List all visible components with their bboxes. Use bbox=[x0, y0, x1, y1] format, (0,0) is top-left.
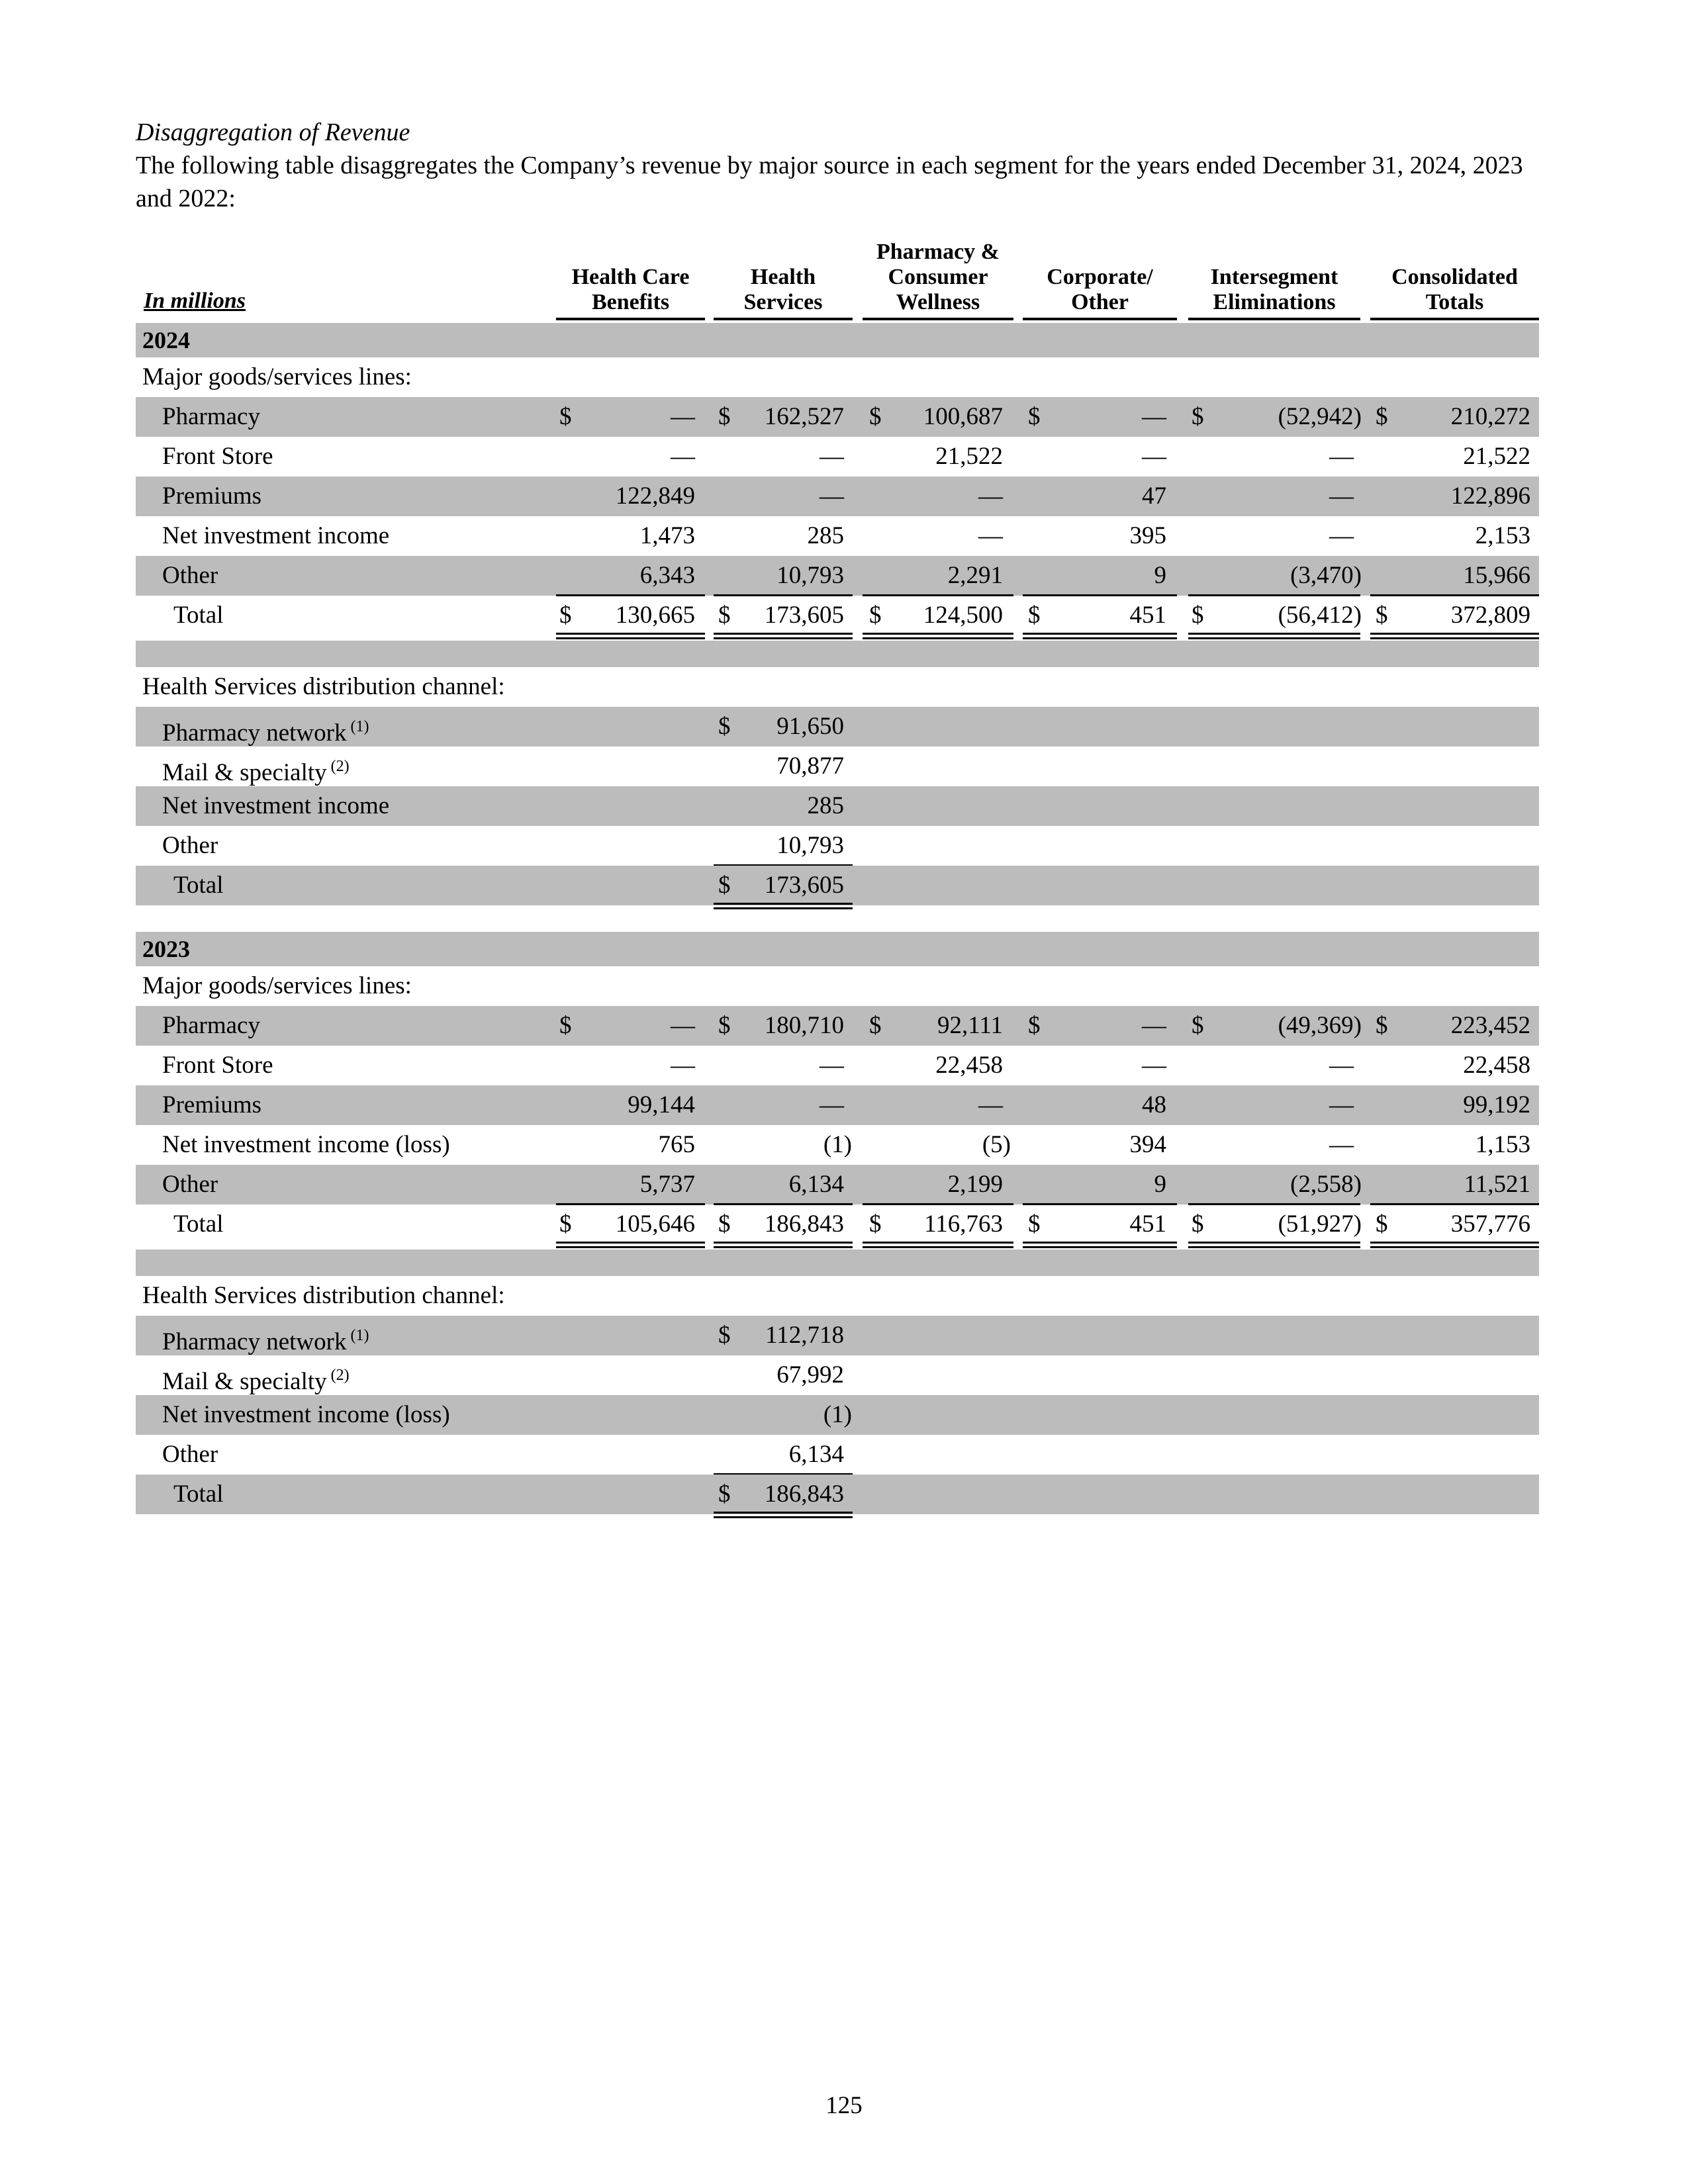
row-net-investment-income-value: 285 bbox=[807, 522, 844, 549]
row-total-dollar-sign: $ bbox=[1028, 602, 1041, 629]
row-front-store-value: — bbox=[820, 1052, 844, 1079]
hs-row-pharmacy-network-text: Pharmacy network bbox=[162, 719, 347, 747]
hs-row-pharmacy-network-dollar-sign: $ bbox=[718, 713, 731, 740]
row-pharmacy-label: Pharmacy bbox=[162, 403, 260, 430]
row-pharmacy-dollar-sign: $ bbox=[718, 403, 731, 430]
total-double-rule bbox=[863, 633, 1013, 639]
column-header-consolidated-totals: Consolidated Totals bbox=[1370, 265, 1539, 320]
row-pharmacy-dollar-sign: $ bbox=[559, 1012, 572, 1039]
row-premiums-label: Premiums bbox=[162, 1091, 262, 1118]
row-pharmacy-dollar-sign: $ bbox=[1192, 1012, 1204, 1039]
row-pharmacy-value: — bbox=[671, 1012, 695, 1039]
row-total-dollar-sign: $ bbox=[1192, 1210, 1204, 1238]
row-front-store-value: — bbox=[1329, 1052, 1354, 1079]
row-net-investment-income-value: 2,153 bbox=[1475, 522, 1530, 549]
row-premiums-value: 122,849 bbox=[615, 482, 695, 510]
row-net-investment-income-value: — bbox=[1329, 522, 1354, 549]
hs-row-net-investment-income-label bbox=[162, 786, 389, 826]
row-pharmacy-dollar-sign: $ bbox=[869, 403, 882, 430]
row-total-value: 173,605 bbox=[764, 602, 844, 629]
total-double-rule bbox=[863, 1242, 1013, 1248]
row-total-value: (56,412) bbox=[1278, 602, 1362, 629]
row-total-label: Total bbox=[173, 602, 224, 629]
row-total-value: (51,927) bbox=[1278, 1210, 1362, 1238]
row-total-value: 105,646 bbox=[615, 1210, 695, 1238]
row-premiums-value: — bbox=[820, 482, 844, 510]
section-label-major-lines: Major goods/services lines: bbox=[142, 363, 412, 390]
row-net-investment-income-value: — bbox=[978, 522, 1003, 549]
row-pharmacy-dollar-sign: $ bbox=[1376, 1012, 1388, 1039]
hs-row-pharmacy-network-value: 91,650 bbox=[776, 713, 844, 740]
section-label-distribution-channel: Health Services distribution channel: bbox=[142, 1282, 505, 1309]
hs-row-total-value: 173,605 bbox=[764, 872, 844, 899]
row-other-value: 6,343 bbox=[639, 562, 695, 589]
row-total-dollar-sign: $ bbox=[718, 602, 731, 629]
row-front-store-value: — bbox=[820, 443, 844, 470]
row-net-investment-income-label: Net investment income bbox=[162, 522, 390, 549]
total-double-rule bbox=[1188, 633, 1360, 639]
row-total-dollar-sign: $ bbox=[559, 1210, 572, 1238]
page-number: 125 bbox=[825, 2092, 863, 2119]
column-header-health-services: Health Services bbox=[714, 265, 853, 320]
row-other-value: 15,966 bbox=[1463, 562, 1530, 589]
hs-row-net-investment-income-loss-label bbox=[162, 1395, 450, 1435]
hs-row-pharmacy-network-value: 112,718 bbox=[765, 1322, 844, 1349]
row-pharmacy-value: 180,710 bbox=[764, 1012, 844, 1039]
row-other-value: 9 bbox=[1154, 1171, 1166, 1198]
row-other-value: 6,134 bbox=[788, 1171, 844, 1198]
row-other-value: (2,558) bbox=[1290, 1171, 1362, 1198]
row-other-value: 5,737 bbox=[639, 1171, 695, 1198]
hs-row-mail-specialty-text: Mail & specialty bbox=[162, 759, 327, 786]
row-other-value: 2,199 bbox=[947, 1171, 1003, 1198]
row-net-investment-income-loss-value: (1) bbox=[823, 1131, 852, 1158]
hs-row-total-label: Total bbox=[173, 1480, 224, 1508]
row-pharmacy-dollar-sign: $ bbox=[718, 1012, 731, 1039]
hs-row-total-dollar-sign: $ bbox=[718, 1480, 731, 1508]
hs-row-net-investment-income-loss-value: (1) bbox=[823, 1401, 852, 1428]
hs-row-total-label: Total bbox=[173, 872, 224, 899]
row-premiums-value: — bbox=[1329, 482, 1354, 510]
row-total-value: 116,763 bbox=[924, 1210, 1003, 1238]
section-heading: Disaggregation of Revenue bbox=[136, 118, 410, 146]
row-total-value: 451 bbox=[1129, 602, 1166, 629]
row-other-label: Other bbox=[162, 562, 218, 589]
spacer-band bbox=[136, 641, 1539, 667]
row-net-investment-income-loss-value: (5) bbox=[982, 1131, 1011, 1158]
row-pharmacy-value: 210,272 bbox=[1450, 403, 1530, 430]
row-premiums-value: 48 bbox=[1142, 1091, 1166, 1118]
row-total-value: 130,665 bbox=[615, 602, 695, 629]
hs-row-pharmacy-network-dollar-sign: $ bbox=[718, 1322, 731, 1349]
footnote-marker: (1) bbox=[350, 718, 369, 735]
year-band bbox=[136, 932, 1539, 966]
row-net-investment-income-value: 395 bbox=[1129, 522, 1166, 549]
row-front-store-label: Front Store bbox=[162, 1052, 273, 1079]
row-net-investment-income-loss-value: 765 bbox=[658, 1131, 695, 1158]
row-total-dollar-sign: $ bbox=[869, 1210, 882, 1238]
year-label: 2024 bbox=[142, 327, 190, 353]
hs-row-mail-specialty-value: 67,992 bbox=[776, 1361, 844, 1388]
column-header-health-care-benefits: Health Care Benefits bbox=[556, 265, 705, 320]
row-front-store-value: — bbox=[1142, 443, 1166, 470]
row-net-investment-income-loss-value: 394 bbox=[1129, 1131, 1166, 1158]
row-pharmacy-dollar-sign: $ bbox=[1028, 403, 1041, 430]
total-double-rule bbox=[1023, 1242, 1177, 1248]
hs-row-other-label bbox=[162, 826, 218, 866]
row-pharmacy-value: — bbox=[671, 403, 695, 430]
row-total-value: 186,843 bbox=[764, 1210, 844, 1238]
row-pharmacy-value: 100,687 bbox=[923, 403, 1003, 430]
row-premiums-value: 99,192 bbox=[1463, 1091, 1530, 1118]
row-front-store-value: 22,458 bbox=[935, 1052, 1003, 1079]
row-other-value: 2,291 bbox=[947, 562, 1003, 589]
row-other-label: Other bbox=[162, 1171, 218, 1198]
hs-row-other-text: Other bbox=[162, 832, 218, 859]
row-total-dollar-sign: $ bbox=[1376, 602, 1388, 629]
units-label: In millions bbox=[144, 289, 246, 313]
row-front-store-value: 21,522 bbox=[1463, 443, 1530, 470]
hs-row-total-value: 186,843 bbox=[764, 1480, 844, 1508]
total-double-rule bbox=[1370, 1242, 1539, 1248]
column-header-corporate-other: Corporate/ Other bbox=[1023, 265, 1177, 320]
total-double-rule bbox=[1370, 633, 1539, 639]
hs-total-double-rule bbox=[714, 903, 853, 909]
total-double-rule bbox=[714, 1242, 853, 1248]
row-pharmacy-value: 162,527 bbox=[764, 403, 844, 430]
row-front-store-value: 21,522 bbox=[935, 443, 1003, 470]
row-total-dollar-sign: $ bbox=[1192, 602, 1204, 629]
row-other-value: (3,470) bbox=[1290, 562, 1362, 589]
row-other-value: 10,793 bbox=[776, 562, 844, 589]
row-premiums-label: Premiums bbox=[162, 482, 262, 510]
row-other-value: 11,521 bbox=[1464, 1171, 1530, 1198]
hs-row-other-label bbox=[162, 1435, 218, 1475]
row-pharmacy-value: 223,452 bbox=[1450, 1012, 1530, 1039]
row-pharmacy-value: 92,111 bbox=[937, 1012, 1003, 1039]
row-pharmacy-value: (52,942) bbox=[1278, 403, 1362, 430]
row-pharmacy-dollar-sign: $ bbox=[559, 403, 572, 430]
section-label-distribution-channel: Health Services distribution channel: bbox=[142, 673, 505, 700]
total-double-rule bbox=[556, 633, 705, 639]
row-premiums-value: 47 bbox=[1142, 482, 1166, 510]
total-double-rule bbox=[1023, 633, 1177, 639]
row-pharmacy-dollar-sign: $ bbox=[1028, 1012, 1041, 1039]
row-premiums-value: — bbox=[978, 482, 1003, 510]
footnote-marker: (2) bbox=[330, 758, 350, 775]
total-double-rule bbox=[1188, 1242, 1360, 1248]
row-total-dollar-sign: $ bbox=[559, 602, 572, 629]
row-net-investment-income-loss-value: 1,153 bbox=[1475, 1131, 1530, 1158]
row-pharmacy-value: (49,369) bbox=[1278, 1012, 1362, 1039]
hs-row-mail-specialty-text: Mail & specialty bbox=[162, 1368, 327, 1395]
row-pharmacy-dollar-sign: $ bbox=[1376, 403, 1388, 430]
column-header-pharmacy-consumer-wellness: Pharmacy & Consumer Wellness bbox=[863, 240, 1013, 320]
row-total-label: Total bbox=[173, 1210, 224, 1238]
hs-row-total-dollar-sign: $ bbox=[718, 872, 731, 899]
row-net-investment-income-loss-label: Net investment income (loss) bbox=[162, 1131, 450, 1158]
footnote-marker: (2) bbox=[330, 1367, 350, 1384]
row-premiums-value: — bbox=[978, 1091, 1003, 1118]
row-premiums-value: 99,144 bbox=[628, 1091, 695, 1118]
row-pharmacy-dollar-sign: $ bbox=[869, 1012, 882, 1039]
row-premiums-value: — bbox=[820, 1091, 844, 1118]
row-total-dollar-sign: $ bbox=[869, 602, 882, 629]
row-total-value: 451 bbox=[1129, 1210, 1166, 1238]
row-pharmacy-value: — bbox=[1142, 403, 1166, 430]
row-net-investment-income-loss-value: — bbox=[1329, 1131, 1354, 1158]
row-total-value: 124,500 bbox=[923, 602, 1003, 629]
row-front-store-label: Front Store bbox=[162, 443, 273, 470]
intro-paragraph: The following table disaggregates the Company’s revenue by major source in each segment for the years ended December 31, 2024, 2023 and 2022: bbox=[136, 152, 1523, 212]
total-double-rule bbox=[556, 1242, 705, 1248]
row-pharmacy-dollar-sign: $ bbox=[1192, 403, 1204, 430]
row-net-investment-income-value: 1,473 bbox=[639, 522, 695, 549]
row-front-store-value: — bbox=[1142, 1052, 1166, 1079]
row-total-dollar-sign: $ bbox=[1376, 1210, 1388, 1238]
spacer-band bbox=[136, 1250, 1539, 1276]
row-front-store-value: 22,458 bbox=[1463, 1052, 1530, 1079]
row-premiums-value: 122,896 bbox=[1450, 482, 1530, 510]
hs-row-net-investment-income-value: 285 bbox=[807, 792, 844, 819]
row-total-dollar-sign: $ bbox=[1028, 1210, 1041, 1238]
total-double-rule bbox=[714, 633, 853, 639]
hs-row-pharmacy-network-text: Pharmacy network bbox=[162, 1328, 347, 1355]
row-total-value: 372,809 bbox=[1450, 602, 1530, 629]
hs-row-net-investment-income-loss-text: Net investment income (loss) bbox=[162, 1401, 450, 1428]
row-front-store-value: — bbox=[671, 1052, 695, 1079]
row-front-store-value: — bbox=[1329, 443, 1354, 470]
footnote-marker: (1) bbox=[350, 1327, 369, 1344]
section-label-major-lines: Major goods/services lines: bbox=[142, 972, 412, 999]
year-label: 2023 bbox=[142, 936, 190, 962]
row-premiums-value: — bbox=[1329, 1091, 1354, 1118]
hs-row-other-value: 10,793 bbox=[776, 832, 844, 859]
hs-total-double-rule bbox=[714, 1512, 853, 1518]
row-total-value: 357,776 bbox=[1450, 1210, 1530, 1238]
hs-row-net-investment-income-text: Net investment income bbox=[162, 792, 390, 819]
row-total-dollar-sign: $ bbox=[718, 1210, 731, 1238]
row-front-store-value: — bbox=[671, 443, 695, 470]
row-other-value: 9 bbox=[1154, 562, 1166, 589]
row-pharmacy-label: Pharmacy bbox=[162, 1012, 260, 1039]
year-band bbox=[136, 323, 1539, 357]
hs-row-other-value: 6,134 bbox=[788, 1441, 844, 1468]
row-pharmacy-value: — bbox=[1142, 1012, 1166, 1039]
hs-row-mail-specialty-value: 70,877 bbox=[776, 752, 844, 780]
hs-row-other-text: Other bbox=[162, 1441, 218, 1468]
column-header-intersegment-eliminations: Intersegment Eliminations bbox=[1188, 265, 1360, 320]
